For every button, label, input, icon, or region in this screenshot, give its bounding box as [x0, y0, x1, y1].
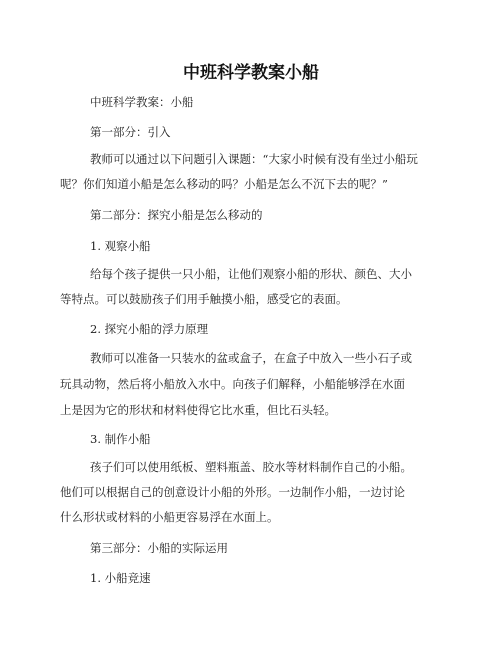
- document-title: 中班科学教案小船: [183, 63, 319, 83]
- item1-paragraph-line: 等特点。可以鼓励孩子们用手触摸小船，感受它的表面。: [60, 292, 348, 306]
- intro-paragraph-line: 教师可以通过以下问题引入课题：“大家小时候有没有坐过小船玩: [90, 152, 418, 166]
- item3-paragraph-line: 什么形状或材料的小船更容易浮在水面上。: [60, 510, 279, 524]
- intro-paragraph-line: 呢？你们知道小船是怎么移动的吗？小船是怎么不沉下去的呢？”: [60, 177, 388, 191]
- item4-heading: 1. 小船竞速: [90, 571, 151, 585]
- item1-heading: 1. 观察小船: [90, 239, 151, 253]
- item3-heading: 3. 制作小船: [90, 432, 151, 446]
- item3-paragraph-line: 孩子们可以使用纸板、塑料瓶盖、胶水等材料制作自己的小船。: [90, 460, 412, 474]
- item2-heading: 2. 探究小船的浮力原理: [90, 322, 209, 336]
- item1-paragraph-line: 给每个孩子提供一只小船，让他们观察小船的形状、颜色、大小: [90, 267, 412, 281]
- part3-heading: 第三部分：小船的实际运用: [90, 541, 228, 555]
- part1-heading: 第一部分：引入: [90, 125, 171, 139]
- item2-paragraph-line: 上是因为它的形状和材料使得它比水重，但比石头轻。: [60, 403, 336, 417]
- document-subtitle: 中班科学教案：小船: [90, 95, 194, 109]
- item2-paragraph-line: 玩具动物，然后将小船放入水中。向孩子们解释，小船能够浮在水面: [60, 377, 405, 391]
- item3-paragraph-line: 他们可以根据自己的创意设计小船的外形。一边制作小船，一边讨论: [60, 485, 405, 499]
- item2-paragraph-line: 教师可以准备一只装水的盆或盒子，在盒子中放入一些小石子或: [90, 351, 412, 365]
- part2-heading: 第二部分：探究小船是怎么移动的: [90, 208, 263, 222]
